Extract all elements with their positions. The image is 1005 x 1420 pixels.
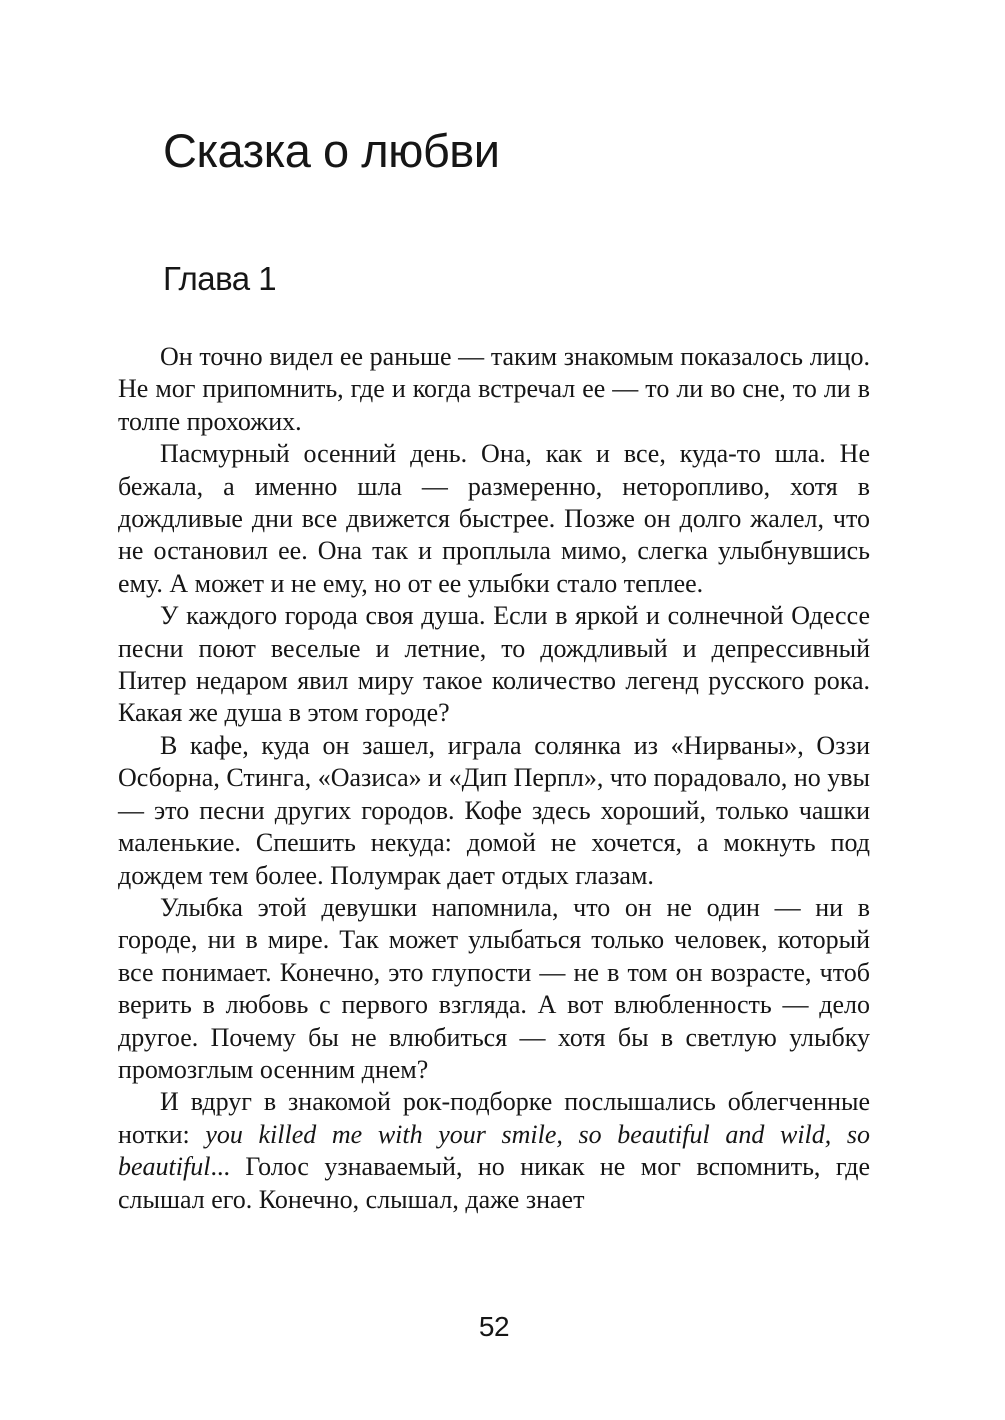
paragraph bbox=[118, 730, 870, 892]
text-run: Он точно видел ее раньше — таким знакомым показалось лицо. Не мог припомнить, где и когда встречал ее — то ли во сне, то ли в толпе прохожих. bbox=[118, 342, 870, 436]
text-run: И вдруг в знакомой рок-подборке послышались облегченные нотки: bbox=[118, 1087, 870, 1149]
text-run: Пасмурный осенний день. Она, как и все, куда-то шла. Не бежала, а именно шла — размеренно, неторопливо, хотя в дождливые дни все движется быстрее. Позже он долго жалел, что не остановил ее. Она так и проплыла мимо, слегка улыбнувшись ему. А может и не ему, но от ее улыбки стало теплее. bbox=[118, 439, 870, 598]
paragraph bbox=[118, 341, 870, 438]
paragraph bbox=[118, 600, 870, 730]
chapter-heading: Глава 1 bbox=[163, 260, 277, 297]
text-run: Улыбка этой девушки напомнила, что он не один — ни в городе, ни в мире. Так может улыбаться только человек, который все понимает. Конечно, это глупости — не в том он возрасте, чтоб верить в любовь с первого взгляда. А вот влюбленность — дело другое. Почему бы не влюбиться — хотя бы в светлую улыбку промозглым осенним днем? bbox=[118, 892, 870, 1084]
body-text bbox=[118, 341, 870, 1216]
text-run: В кафе, куда он зашел, играла солянка из «Нирваны», Оззи Осборна, Стинга, «Оазиса» и «Дип Перпл», что порадовало, но увы — это песни других городов. Кофе здесь хороший, только чашки маленькие. Спешить некуда: домой не хочется, а мокнуть под дождем тем более. Полумрак дает отдых глазам. bbox=[118, 730, 870, 890]
text-run: ... Голос узнаваемый, но никак не мог вспомнить, где слышал его. Конечно, слышал, даже знает bbox=[118, 1152, 870, 1214]
story-title: Сказка о любви bbox=[163, 124, 500, 177]
paragraph bbox=[118, 438, 870, 600]
paragraph bbox=[118, 892, 870, 1086]
text-run: У каждого города своя душа. Если в яркой и солнечной Одессе песни поют веселые и летние, то дождливый и депрессивный Питер недаром явил миру такое количество легенд русского рока. Какая же душа в этом городе? bbox=[118, 601, 870, 728]
page-number: 52 bbox=[478, 1311, 510, 1342]
paragraph bbox=[118, 1086, 870, 1216]
italic-text-run: you killed me with your smile, so beautiful and wild, so beautiful bbox=[118, 1119, 871, 1182]
